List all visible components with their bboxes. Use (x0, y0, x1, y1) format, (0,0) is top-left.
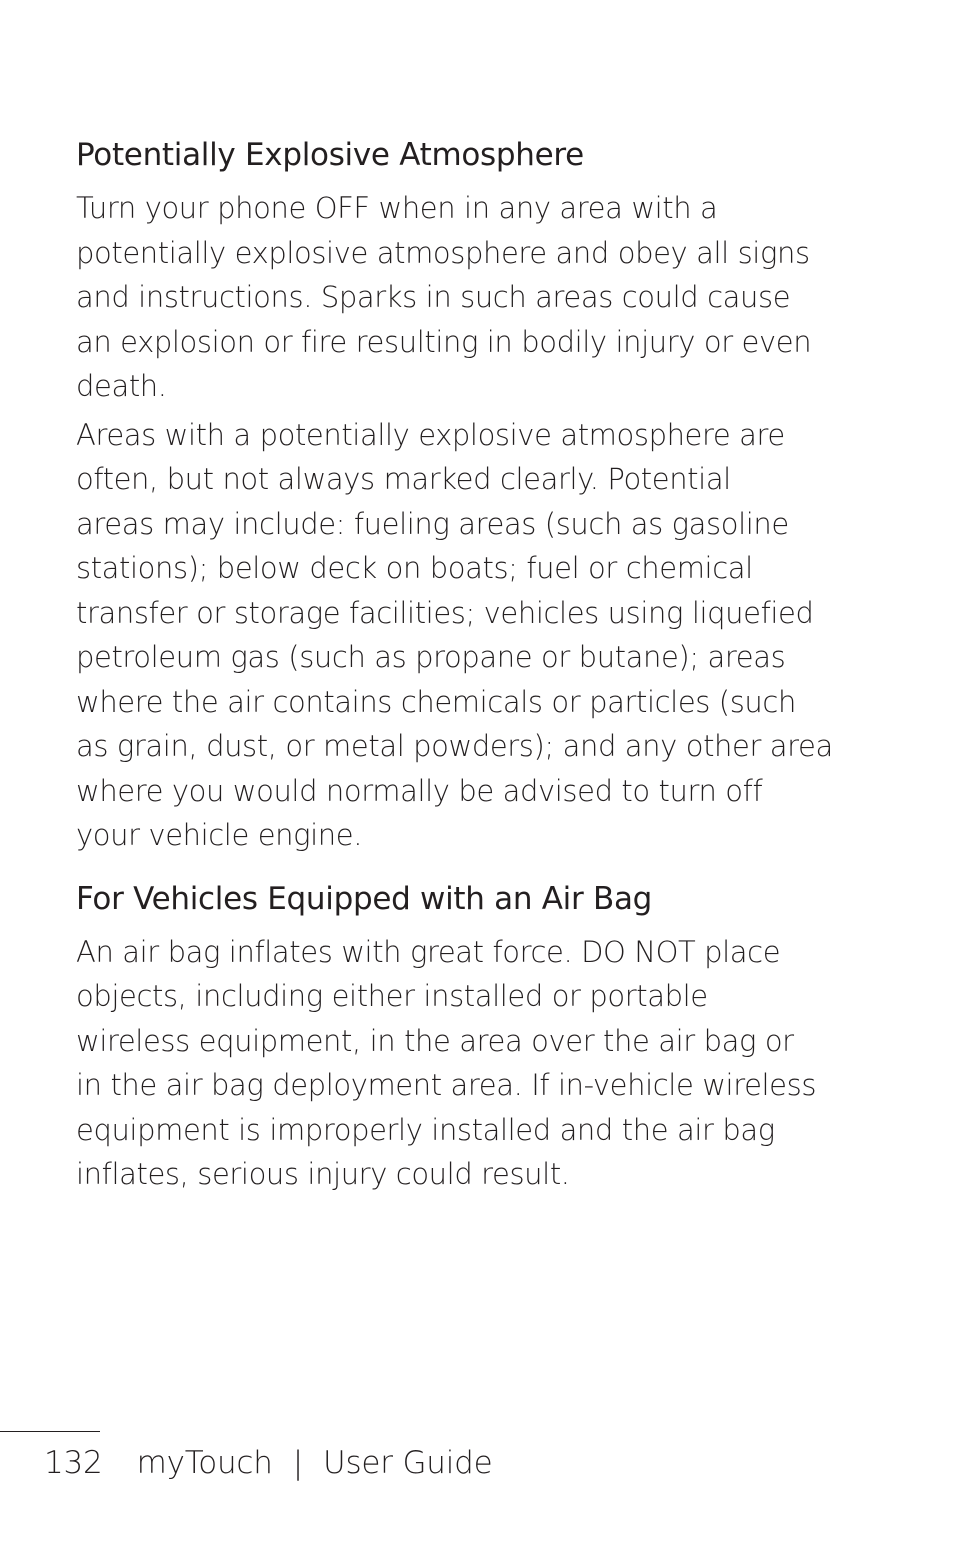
paragraph (76, 186, 876, 409)
section-heading: For Vehicles Equipped with an Air Bag (76, 880, 653, 917)
footer-separator: | (292, 1445, 303, 1481)
text-line: stations); below deck on boats; fuel or chemical (76, 551, 753, 585)
page-number: 132 (44, 1445, 103, 1481)
footer-divider (0, 1431, 100, 1432)
paragraph (76, 413, 876, 858)
guide-name: User Guide (322, 1445, 493, 1481)
product-name: myTouch (136, 1445, 273, 1481)
page-footer (44, 1443, 493, 1483)
text-line: as grain, dust, or metal powders); and any other area (76, 729, 833, 763)
text-line: inflates, serious injury could result. (76, 1157, 570, 1191)
text-line: where the air contains chemicals or particles (such (76, 684, 796, 719)
text-line: death. (76, 369, 167, 403)
text-line: equipment is improperly installed and the air bag (76, 1112, 775, 1147)
text-line: areas may include: fueling areas (such as gasoline (76, 506, 789, 541)
text-line: where you would normally be advised to turn off (76, 773, 763, 808)
text-line: An air bag inflates with great force. DO NOT place (76, 934, 781, 969)
text-line: wireless equipment, in the area over the air bag or (76, 1023, 794, 1058)
text-line: in the air bag deployment area. If in-vehicle wireless (76, 1068, 817, 1102)
section-heading: Potentially Explosive Atmosphere (76, 137, 584, 173)
text-line: often, but not always marked clearly. Potential (76, 462, 731, 496)
text-line: transfer or storage facilities; vehicles using liquefied (76, 595, 814, 630)
page-content (76, 132, 876, 1201)
text-line: an explosion or fire resulting in bodily injury or even (76, 324, 812, 359)
text-line: potentially explosive atmosphere and obey all signs (76, 235, 810, 270)
text-line: objects, including either installed or portable (76, 979, 708, 1013)
section-air-bag (76, 876, 876, 1197)
paragraph (76, 930, 876, 1197)
text-line: Areas with a potentially explosive atmosphere are (76, 417, 785, 452)
text-line: petroleum gas (such as propane or butane); areas (76, 640, 786, 674)
section-explosive-atmosphere (76, 132, 876, 858)
text-line: and instructions. Sparks in such areas could cause (76, 280, 791, 314)
text-line: Turn your phone OFF when in any area with a (76, 191, 718, 225)
text-line: your vehicle engine. (76, 818, 363, 852)
